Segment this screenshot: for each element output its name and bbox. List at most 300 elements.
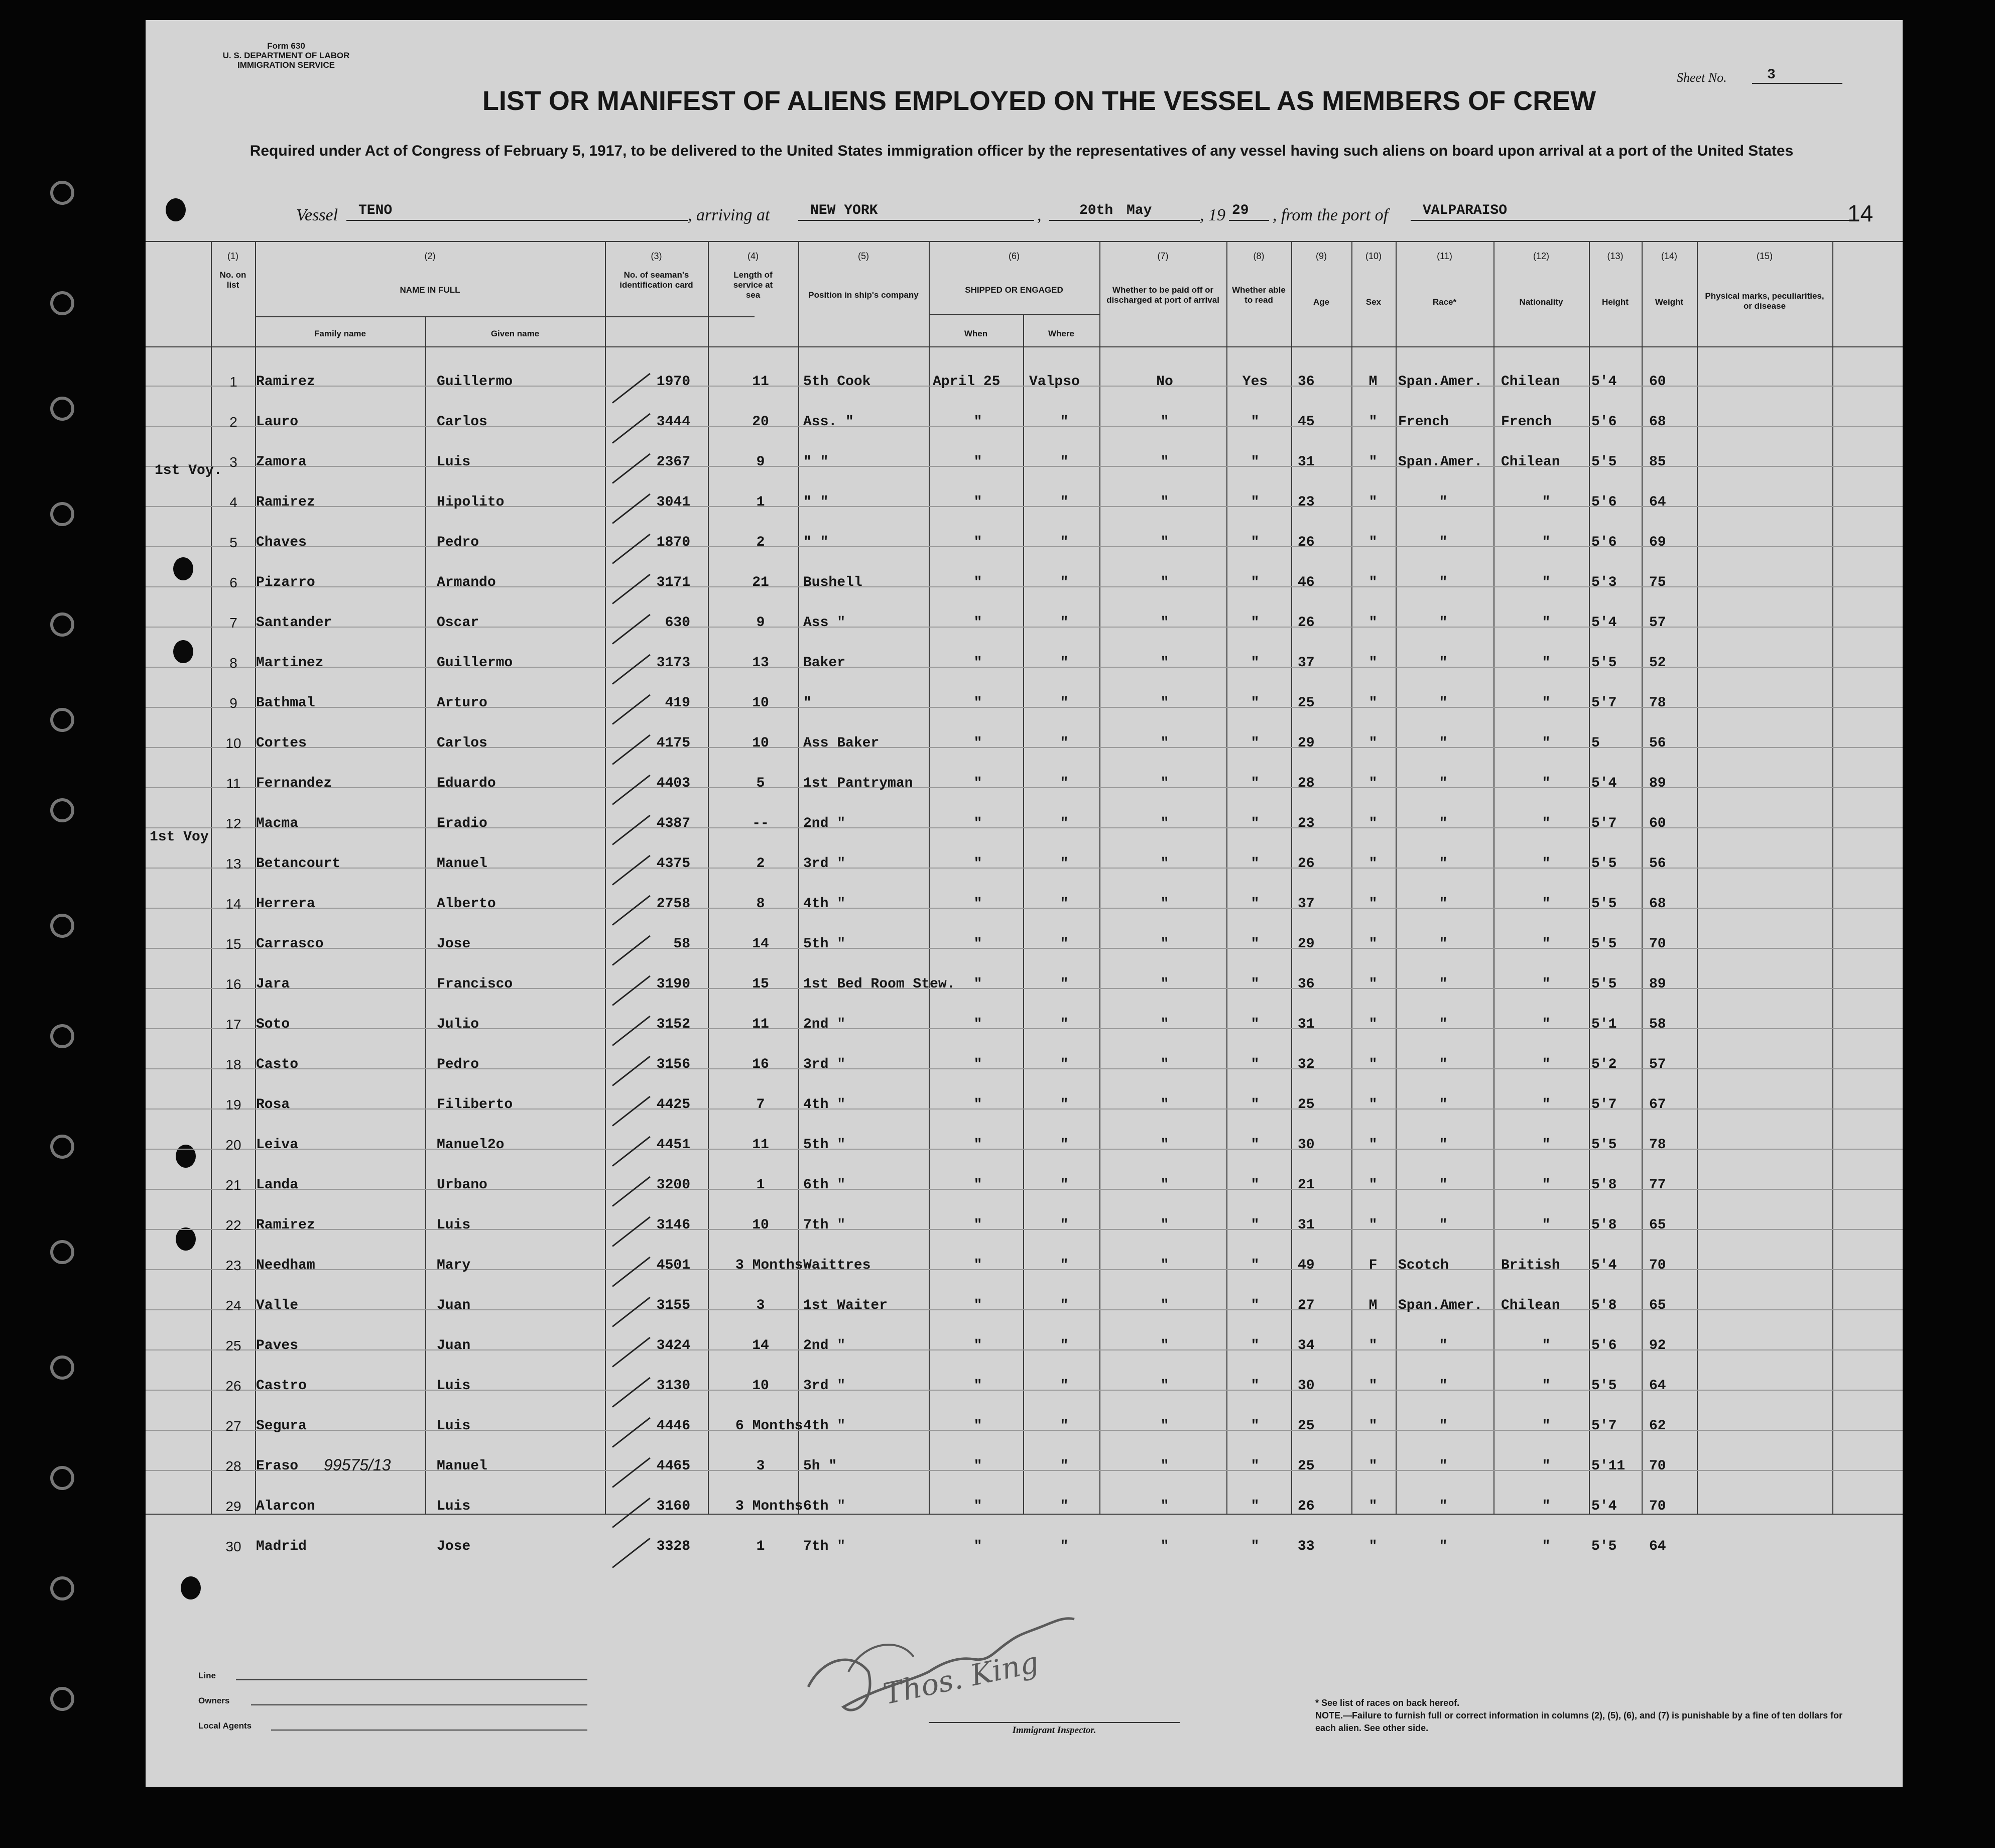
id-card-cell: 2758 [656,896,690,912]
row-number: 26 [225,1378,241,1394]
row-number: 8 [229,655,237,671]
nationality-cell: " [1542,776,1551,791]
paid-off-cell: " [1160,735,1169,751]
shipped-when-cell: " [973,1338,982,1353]
sex-cell: " [1368,695,1378,711]
age-cell: 27 [1298,1298,1315,1313]
height-cell: 5'8 [1591,1177,1617,1193]
shipped-where-cell: " [1060,1217,1069,1233]
service-length-cell: 1 [756,1539,765,1554]
able-to-read-cell: " [1251,1258,1260,1273]
table-row [146,1338,1903,1377]
able-to-read-cell: " [1251,976,1260,992]
position-cell: 5th Cook [803,374,871,390]
height-cell: 5'5 [1591,1539,1617,1554]
table-row [146,1097,1903,1136]
id-card-cell: 4451 [656,1137,690,1153]
family-name-cell: Eraso [256,1458,299,1474]
weight-cell: 68 [1649,896,1666,912]
id-card-cell: 3041 [656,495,690,510]
table-row [146,414,1903,453]
shipped-where-cell: " [1060,1177,1069,1193]
shipped-where-cell: " [1060,976,1069,992]
sex-cell: " [1368,1499,1378,1514]
binder-hole [50,291,74,315]
header-family-name: Family name [314,329,366,338]
family-name-cell: Pizarro [256,575,315,590]
service-length-cell: 3 [756,1458,765,1474]
sex-cell: F [1368,1258,1378,1273]
nationality-cell: " [1542,1137,1551,1153]
fine-note: NOTE.—Failure to furnish full or correct information in columns (2), (5), (6), and (7) is punishable by a fine of ten dollars for each alien. See other side. [1315,1710,1843,1733]
shipped-where-cell: " [1060,575,1069,590]
able-to-read-cell: " [1251,1217,1260,1233]
given-name-cell: Armando [437,575,496,590]
able-to-read-cell: " [1251,1097,1260,1113]
shipped-when-cell: " [973,1217,982,1233]
sex-cell: " [1368,1177,1378,1193]
table-row [146,735,1903,775]
age-cell: 32 [1298,1057,1315,1072]
position-cell: " [803,695,812,711]
nationality-cell: " [1542,816,1551,831]
sex-cell: " [1368,1458,1378,1474]
sheet-number-value: 3 [1752,67,1842,84]
height-cell: 5'5 [1591,976,1617,992]
sex-cell: " [1368,1378,1378,1394]
shipped-when-cell: " [973,776,982,791]
able-to-read-cell: " [1251,936,1260,952]
able-to-read-cell: " [1251,1177,1260,1193]
height-cell: 5 [1591,735,1600,751]
table-subheader-rule [929,314,1099,315]
race-cell: " [1439,776,1448,791]
given-name-cell: Luis [437,1378,471,1394]
family-name-cell: Valle [256,1298,299,1313]
binder-hole [50,1576,74,1600]
service-length-cell: 20 [752,414,769,430]
reference-note: 99575/13 [324,1456,391,1474]
height-cell: 5'5 [1591,454,1617,470]
given-name-cell: Pedro [437,1057,479,1072]
position-cell: 2nd " [803,1338,846,1353]
shipped-where-cell: " [1060,1137,1069,1153]
given-name-cell: Julio [437,1017,479,1032]
arriving-value: NEW YORK [798,203,1034,221]
shipped-when-cell: " [973,896,982,912]
family-name-cell: Alarcon [256,1499,315,1514]
table-row [146,1017,1903,1056]
age-cell: 29 [1298,735,1315,751]
nationality-cell: " [1542,695,1551,711]
punch-hole [166,198,186,221]
binder-hole [50,181,74,205]
column-number: (11) [1437,251,1452,261]
age-cell: 25 [1298,1458,1315,1474]
position-cell: 7th " [803,1217,846,1233]
shipped-when-cell: " [973,1258,982,1273]
row-number: 6 [229,575,237,590]
service-length-cell: 14 [752,936,769,952]
age-cell: 25 [1298,695,1315,711]
table-row [146,816,1903,855]
nationality-cell: " [1542,495,1551,510]
row-number: 12 [225,816,241,831]
weight-cell: 89 [1649,976,1666,992]
position-cell: 3rd " [803,856,846,872]
nationality-cell: " [1542,575,1551,590]
age-cell: 46 [1298,575,1315,590]
shipped-where-cell: " [1060,1418,1069,1434]
shipped-where-cell: " [1060,695,1069,711]
weight-cell: 56 [1649,856,1666,872]
shipped-when-cell: " [973,816,982,831]
id-card-cell: 3171 [656,575,690,590]
table-row [146,495,1903,534]
age-cell: 37 [1298,655,1315,671]
row-number: 17 [225,1017,241,1032]
table-row [146,575,1903,614]
race-cell: " [1439,856,1448,872]
binder-holes [30,181,90,1737]
service-length-cell: 1 [756,1177,765,1193]
service-length-cell: 9 [756,454,765,470]
able-to-read-cell: " [1251,495,1260,510]
table-row [146,1458,1903,1498]
line-field [236,1679,587,1680]
nationality-cell: British [1501,1258,1560,1273]
height-cell: 5'6 [1591,1338,1617,1353]
height-cell: 5'7 [1591,816,1617,831]
header-name-in-full: NAME IN FULL [400,285,460,295]
age-cell: 25 [1298,1097,1315,1113]
able-to-read-cell: " [1251,1057,1260,1072]
height-cell: 5'4 [1591,1499,1617,1514]
inspector-label: Immigrant Inspector. [929,1722,1180,1736]
id-card-cell: 3152 [656,1017,690,1032]
row-number: 14 [225,896,241,912]
family-name-cell: Betancourt [256,856,341,872]
row-number: 18 [225,1057,241,1072]
sex-cell: " [1368,1418,1378,1434]
able-to-read-cell: " [1251,1458,1260,1474]
sex-cell: M [1368,1298,1378,1313]
sex-cell: " [1368,575,1378,590]
sex-cell: " [1368,1338,1378,1353]
service-length-cell: 10 [752,735,769,751]
header-physical-marks: Physical marks, peculiarities, or disease [1705,291,1824,311]
id-card-cell: 3444 [656,414,690,430]
position-cell: " " [803,454,829,470]
family-name-cell: Needham [256,1258,315,1273]
header-given-name: Given name [490,329,540,338]
age-cell: 26 [1298,1499,1315,1514]
family-name-cell: Fernandez [256,776,332,791]
height-cell: 5'6 [1591,495,1617,510]
weight-cell: 67 [1649,1097,1666,1113]
form-identifier: Form 630 U. S. DEPARTMENT OF LABOR IMMIGRATION SERVICE [222,41,350,70]
service-length-cell: 6 Months [735,1418,803,1434]
date-month: May [1114,203,1200,221]
table-row [146,695,1903,734]
shipped-where-cell: " [1060,535,1069,550]
able-to-read-cell: " [1251,856,1260,872]
id-card-cell: 4175 [656,735,690,751]
header-age: Age [1313,297,1330,307]
header-no-on-list: No. on list [219,270,246,290]
height-cell: 5'8 [1591,1217,1617,1233]
weight-cell: 64 [1649,495,1666,510]
family-name-cell: Ramirez [256,374,315,390]
table-top-rule [146,241,1903,242]
shipped-when-cell: " [973,454,982,470]
age-cell: 34 [1298,1338,1315,1353]
table-row [146,776,1903,815]
position-cell: " " [803,535,829,550]
race-cell: " [1439,1458,1448,1474]
service-length-cell: 11 [752,1017,769,1032]
weight-cell: 57 [1649,615,1666,631]
age-cell: 25 [1298,1418,1315,1434]
binder-hole [50,1687,74,1711]
given-name-cell: Manuel [437,1458,487,1474]
id-card-cell: 4446 [656,1418,690,1434]
from-port-value: VALPARAISO [1411,203,1852,221]
id-card-cell: 4387 [656,816,690,831]
shipped-where-cell: Valpso [1029,374,1080,390]
sex-cell: " [1368,976,1378,992]
shipped-when-cell: " [973,695,982,711]
shipped-where-cell: " [1060,1097,1069,1113]
id-card-cell: 419 [665,695,690,711]
shipped-where-cell: " [1060,1458,1069,1474]
row-number: 15 [225,936,241,952]
given-name-cell: Manuel [437,856,487,872]
position-cell: 2nd " [803,1017,846,1032]
header-position: Position in ship's company [808,290,919,300]
id-card-cell: 1870 [656,535,690,550]
age-cell: 30 [1298,1137,1315,1153]
table-row [146,1217,1903,1257]
weight-cell: 89 [1649,776,1666,791]
race-cell: " [1439,1177,1448,1193]
shipped-where-cell: " [1060,936,1069,952]
position-cell: 1st Pantryman [803,776,913,791]
column-number: (9) [1316,251,1327,261]
family-name-cell: Chaves [256,535,307,550]
position-cell: 3rd " [803,1378,846,1394]
table-row [146,1539,1903,1578]
column-number: (1) [227,251,238,261]
able-to-read-cell: " [1251,575,1260,590]
column-number: (12) [1533,251,1549,261]
age-cell: 36 [1298,976,1315,992]
shipped-where-cell: " [1060,735,1069,751]
paid-off-cell: " [1160,1338,1169,1353]
nationality-cell: Chilean [1501,454,1560,470]
binder-hole [50,502,74,526]
column-number: (3) [651,251,662,261]
row-number: 20 [225,1137,241,1153]
race-cell: " [1439,816,1448,831]
id-card-cell: 3200 [656,1177,690,1193]
weight-cell: 75 [1649,575,1666,590]
position-cell: 6th " [803,1499,846,1514]
position-cell: 1st Bed Room Stew. [803,976,955,992]
id-card-cell: 3130 [656,1378,690,1394]
header-shipped-engaged: SHIPPED OR ENGAGED [965,285,1063,295]
column-number: (7) [1157,251,1169,261]
age-cell: 36 [1298,374,1315,390]
weight-cell: 70 [1649,1499,1666,1514]
race-cell: " [1439,1499,1448,1514]
row-number: 29 [225,1499,241,1514]
race-cell: " [1439,735,1448,751]
id-card-cell: 3190 [656,976,690,992]
weight-cell: 78 [1649,1137,1666,1153]
paid-off-cell: " [1160,856,1169,872]
paid-off-cell: " [1160,1298,1169,1313]
age-cell: 30 [1298,1378,1315,1394]
service-length-cell: 15 [752,976,769,992]
shipped-when-cell: " [973,1057,982,1072]
weight-cell: 57 [1649,1057,1666,1072]
able-to-read-cell: " [1251,735,1260,751]
column-number: (14) [1661,251,1677,261]
paid-off-cell: " [1160,816,1169,831]
shipped-when-cell: " [973,1177,982,1193]
line-label: Line [198,1671,216,1680]
shipped-where-cell: " [1060,1057,1069,1072]
weight-cell: 85 [1649,454,1666,470]
header-nationality: Nationality [1519,297,1563,307]
position-cell: 4th " [803,896,846,912]
nationality-cell: " [1542,1177,1551,1193]
row-number: 10 [225,735,241,751]
shipped-where-cell: " [1060,1539,1069,1554]
nationality-cell: " [1542,1338,1551,1353]
sex-cell: " [1368,1017,1378,1032]
weight-cell: 68 [1649,414,1666,430]
position-cell: 5th " [803,1137,846,1153]
height-cell: 5'11 [1591,1458,1626,1474]
id-card-cell: 3173 [656,655,690,671]
table-row [146,936,1903,975]
header-paid-off: Whether to be paid off or discharged at port of arrival [1106,285,1219,305]
row-number: 7 [229,615,237,631]
age-cell: 31 [1298,1017,1315,1032]
family-name-cell: Castro [256,1378,307,1394]
binder-hole [50,1356,74,1380]
shipped-when-cell: " [973,1298,982,1313]
service-length-cell: 11 [752,1137,769,1153]
sex-cell: " [1368,535,1378,550]
family-name-cell: Carrasco [256,936,324,952]
family-name-cell: Jara [256,976,290,992]
service-length-cell: 21 [752,575,769,590]
given-name-cell: Juan [437,1338,471,1353]
shipped-where-cell: " [1060,495,1069,510]
row-number: 3 [229,454,237,470]
able-to-read-cell: " [1251,695,1260,711]
row-number: 30 [225,1539,241,1554]
inspector-signature [793,1596,1104,1727]
table-row [146,615,1903,654]
shipped-when-cell: " [973,414,982,430]
service-length-cell: 8 [756,896,765,912]
position-cell: 5th " [803,936,846,952]
nationality-cell: " [1542,976,1551,992]
given-name-cell: Carlos [437,414,487,430]
able-to-read-cell: " [1251,454,1260,470]
position-cell: 6th " [803,1177,846,1193]
page-number: 14 [1847,200,1874,226]
weight-cell: 77 [1649,1177,1666,1193]
race-cell: " [1439,1097,1448,1113]
able-to-read-cell: " [1251,535,1260,550]
able-to-read-cell: " [1251,896,1260,912]
position-cell: 4th " [803,1097,846,1113]
position-cell: 2nd " [803,816,846,831]
id-card-cell: 3146 [656,1217,690,1233]
nationality-cell: Chilean [1501,1298,1560,1313]
height-cell: 5'2 [1591,1057,1617,1072]
id-card-cell: 2367 [656,454,690,470]
height-cell: 5'5 [1591,655,1617,671]
able-to-read-cell: " [1251,1017,1260,1032]
paid-off-cell: " [1160,1017,1169,1032]
race-cell: " [1439,976,1448,992]
binder-hole [50,612,74,637]
race-note: * See list of races on back hereof. [1315,1698,1460,1708]
weight-cell: 58 [1649,1017,1666,1032]
nationality-cell: " [1542,535,1551,550]
nationality-cell: " [1542,1097,1551,1113]
header-when: When [964,329,988,338]
binder-hole [50,1135,74,1159]
position-cell: Ass. " [803,414,854,430]
weight-cell: 78 [1649,695,1666,711]
shipped-when-cell: " [973,535,982,550]
height-cell: 5'1 [1591,1017,1617,1032]
sex-cell: " [1368,615,1378,631]
sex-cell: " [1368,776,1378,791]
race-cell: " [1439,936,1448,952]
table-row [146,856,1903,895]
given-name-cell: Arturo [437,695,487,711]
sheet-number-label: Sheet No. [1677,70,1727,85]
service-length-cell: 7 [756,1097,765,1113]
height-cell: 5'5 [1591,1137,1617,1153]
paid-off-cell: " [1160,1097,1169,1113]
race-cell: Scotch [1398,1258,1449,1273]
family-name-cell: Casto [256,1057,299,1072]
sex-cell: M [1368,374,1378,390]
age-cell: 45 [1298,414,1315,430]
able-to-read-cell: Yes [1242,374,1268,390]
race-cell: Span.Amer. [1398,454,1483,470]
paid-off-cell: " [1160,535,1169,550]
shipped-where-cell: " [1060,1298,1069,1313]
table-row [146,1418,1903,1457]
weight-cell: 92 [1649,1338,1666,1353]
paid-off-cell: " [1160,1057,1169,1072]
paid-off-cell: " [1160,495,1169,510]
paid-off-cell: " [1160,776,1169,791]
able-to-read-cell: " [1251,1418,1260,1434]
id-card-cell: 3424 [656,1338,690,1353]
binder-hole [50,708,74,732]
